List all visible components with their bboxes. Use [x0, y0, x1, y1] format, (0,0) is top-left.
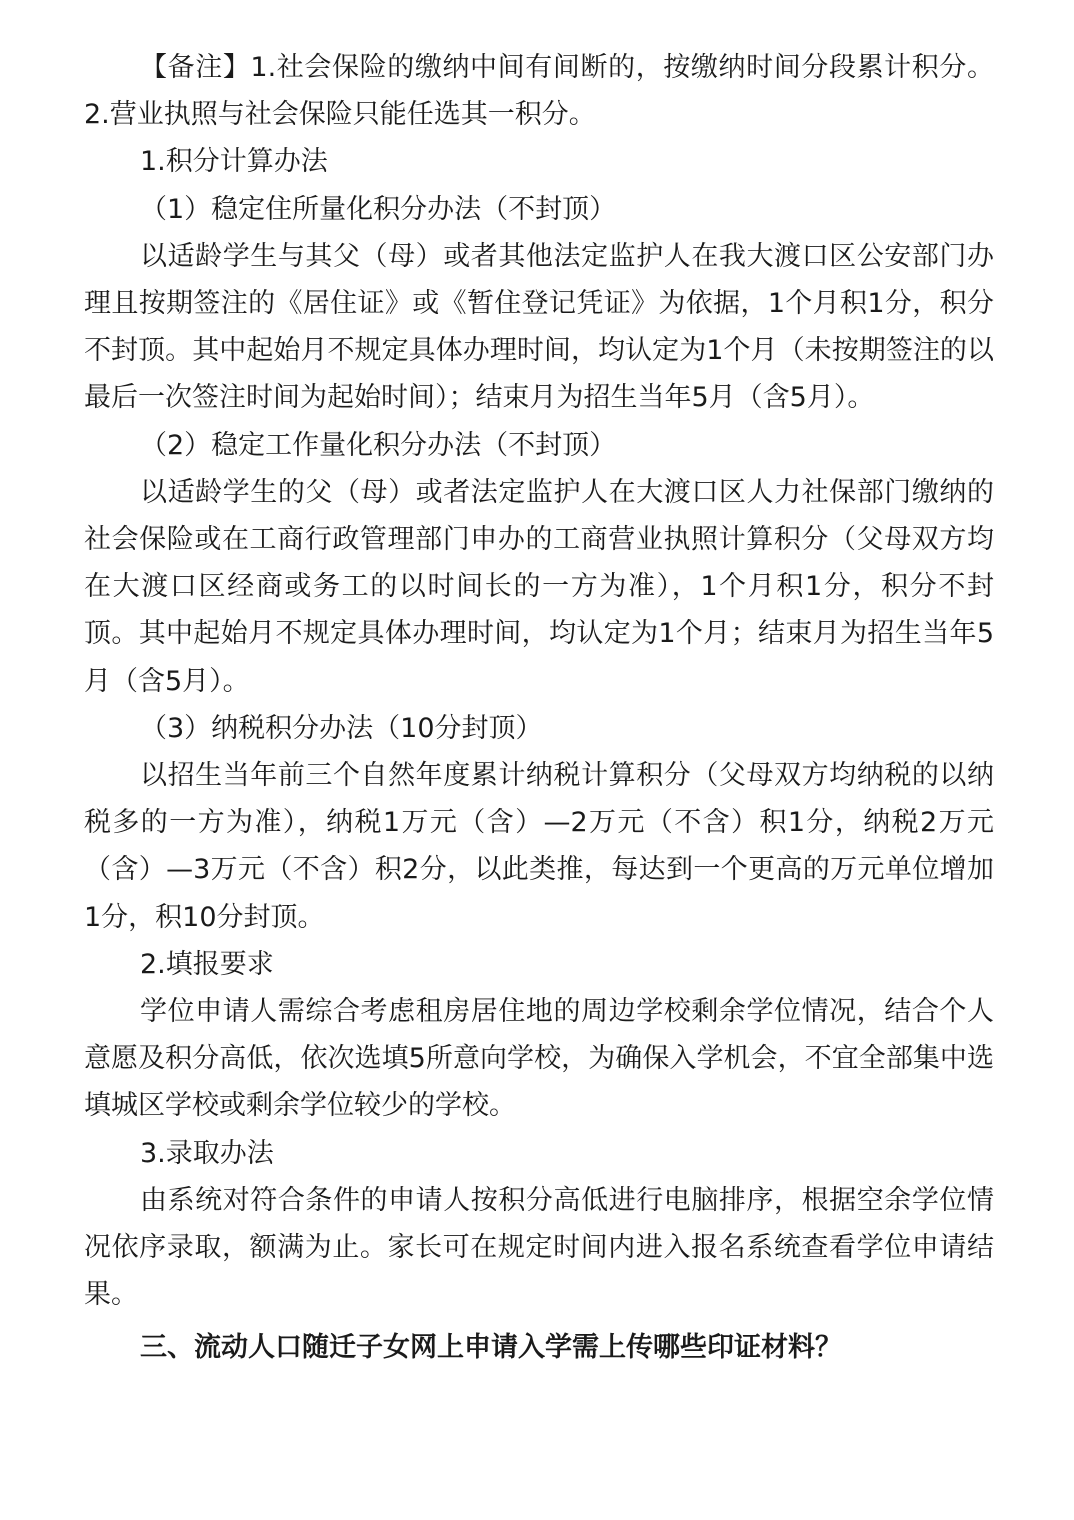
heading-upload-materials: 三、流动人口随迁子女网上申请入学需上传哪些印证材料？ [140, 1332, 842, 1364]
subsection-title-tax: （3）纳税积分办法（10分封顶） [140, 712, 543, 744]
employment-paragraph: 以适龄学生的父（母）或者法定监护人在大渡口区人力社保部门缴纳的社会保险或在工商行政管理部门申办的工商营业执照计算积分（父母双方均在大渡口区经商或务工的以时间长的一方为准），1个月积1分，积分不封顶。其中起始月不规定具体办理时间，均认定为1个月；结束月为招生当年5月（含5月）。 [84, 476, 994, 697]
subsection-title-residence: （1）稳定住所量化积分办法（不封顶） [140, 193, 617, 225]
filling-requirements-paragraph: 学位申请人需综合考虑租房居住地的周边学校剩余学位情况，结合个人意愿及积分高低，依次选填5所意向学校，为确保入学机会，不宜全部集中选填城区学校或剩余学位较少的学校。 [84, 996, 994, 1122]
section-title-points-calculation: 1.积分计算办法 [140, 146, 328, 178]
residence-paragraph: 以适龄学生与其父（母）或者其他法定监护人在我大渡口区公安部门办理且按期签注的《居住证》或《暂住登记凭证》为依据，1个月积1分，积分不封顶。其中起始月不规定具体办理时间，均认定为1个月（未按期签注的以最后一次签注时间为起始时间）；结束月为招生当年5月（含5月）。 [84, 240, 994, 414]
document-page [84, 44, 994, 1372]
section-title-filling-requirements: 2.填报要求 [140, 948, 274, 980]
tax-paragraph: 以招生当年前三个自然年度累计纳税计算积分（父母双方均纳税的以纳税多的一方为准），纳税1万元（含）—2万元（不含）积1分，纳税2万元（含）—3万元（不含）积2分，以此类推，每达到一个更高的万元单位增加1分，积10分封顶。 [84, 760, 994, 933]
note-paragraph: 【备注】1.社会保险的缴纳中间有间断的，按缴纳时间分段累计积分。2.营业执照与社会保险只能任选其一积分。 [84, 52, 994, 131]
section-title-admission-method: 3.录取办法 [140, 1137, 274, 1169]
subsection-title-employment: （2）稳定工作量化积分办法（不封顶） [140, 429, 617, 461]
admission-method-paragraph: 由系统对符合条件的申请人按积分高低进行电脑排序，根据空余学位情况依序录取，额满为止。家长可在规定时间内进入报名系统查看学位申请结果。 [84, 1184, 994, 1311]
